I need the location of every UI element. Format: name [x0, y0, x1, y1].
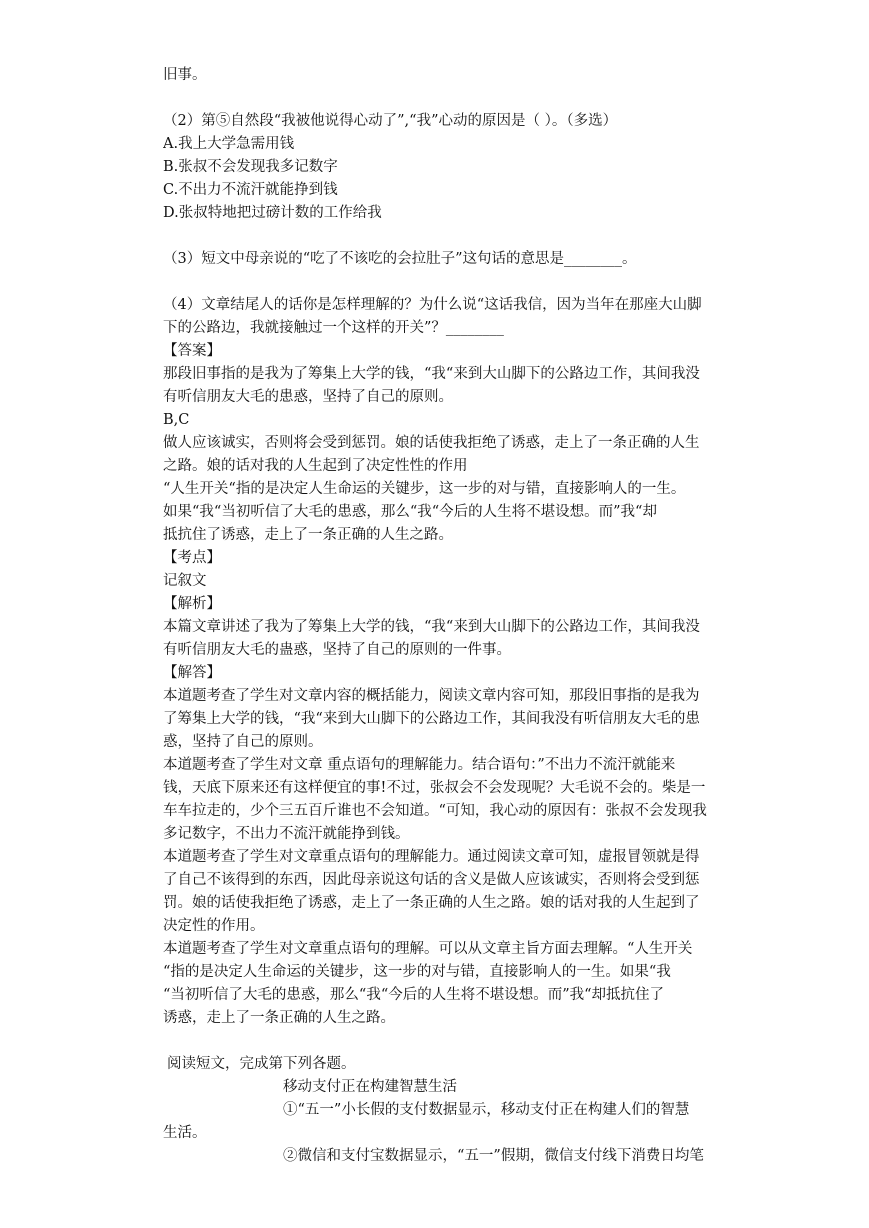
jieda-line: “指的是决定人生命运的关键步，这一步的对与错，直接影响人的一生。如果“我 — [163, 964, 671, 980]
reading-instruction: 阅读短文，完成第下列各题。 — [167, 1056, 356, 1072]
question-4-stem-cont: 下的公路边，我就接触过一个这样的开关”？________ — [163, 320, 504, 336]
answer-line: 如果“我“当初听信了大毛的患惑，那么“我“今后的人生将不堪设想。而”我“却 — [163, 504, 657, 520]
text-line: 旧事。 — [163, 67, 207, 83]
answer-line: 做人应该诚实，否则将会受到惩罚。娘的话使我拒绝了诱惑，走上了一条正确的人生 — [163, 435, 700, 451]
jieda-line: 诱惑，走上了一条正确的人生之路。 — [163, 1010, 395, 1026]
kaodian-text: 记叙文 — [163, 573, 207, 589]
jieda-line: 钱，天底下原来还有这样便宜的事!不过，张叔会不会发现呢？大毛说不会的。柴是一 — [163, 780, 706, 796]
jieda-line: 车车拉走的，少个三五百斤谁也不会知道。“可知，我心动的原因有：张叔不会发现我 — [163, 803, 707, 819]
question-4-stem: （4）文章结尾人的话你是怎样理解的？为什么说“这话我信，因为当年在那座大山脚 — [163, 297, 702, 313]
question-3-stem: （3）短文中母亲说的“吃了不该吃的会拉肚子”这句话的意思是________。 — [163, 251, 637, 267]
article-paragraph-2: ②微信和支付宝数据显示，“五一”假期，微信支付线下消费日均笔 — [283, 1148, 704, 1164]
article-title: 移动支付正在构建智慧生活 — [283, 1079, 457, 1095]
answer-line: 之路。娘的话对我的人生起到了决定性性的作用 — [163, 458, 468, 474]
question-2-stem: （2）第⑤自然段“我被他说得心动了”,“我”心动的原因是（ ）。（多选） — [163, 113, 618, 129]
jiexi-line: 有听信朋友大毛的蛊惑，坚持了自己的原则的一件事。 — [163, 642, 511, 658]
jieda-line: 决定性的作用。 — [163, 918, 265, 934]
article-paragraph-1: ①“五一”小长假的支付数据显示，移动支付正在构建人们的智慧 — [283, 1102, 690, 1118]
option-b: B.张叔不会发现我多记数字 — [163, 159, 338, 175]
jieda-line: “当初听信了大毛的患惑，那么“我“今后的人生将不堪设想。而”我“却抵抗住了 — [163, 987, 665, 1003]
option-c: C.不出力不流汗就能挣到钱 — [163, 182, 338, 198]
jieda-line: 本道题考查了学生对文章重点语句的理解。可以从文章主旨方面去理解。“人生开关 — [163, 941, 693, 957]
jieda-heading: 【解答】 — [163, 665, 221, 681]
option-a: A.我上大学急需用钱 — [163, 136, 295, 152]
jieda-line: 了自己不该得到的东西，因此母亲说这句话的含义是做人应该诚实，否则将会受到惩 — [163, 872, 700, 888]
option-d: D.张叔特地把过磅计数的工作给我 — [163, 205, 382, 221]
jieda-line: 多记数字，不出力不流汗就能挣到钱。 — [163, 826, 410, 842]
jieda-line: 罚。娘的话使我拒绝了诱惑，走上了一条正确的人生之路。娘的话对我的人生起到了 — [163, 895, 700, 911]
jieda-line: 惑，坚持了自己的原则。 — [163, 734, 323, 750]
answer-line: 那段旧事指的是我为了筹集上大学的钱，“我“来到大山脚下的公路边工作，其间我没 — [163, 366, 700, 382]
jieda-line: 本道题考查了学生对文章内容的概括能力，阅读文章内容可知，那段旧事指的是我为 — [163, 688, 700, 704]
jiexi-line: 本篇文章讲述了我为了筹集上大学的钱，“我“来到大山脚下的公路边工作，其间我没 — [163, 619, 700, 635]
answer-line: 有听信朋友大毛的患惑，坚持了自己的原则。 — [163, 389, 453, 405]
jieda-line: 本道题考查了学生对文章 重点语句的理解能力。结合语句：”不出力不流汗就能来 — [163, 757, 676, 773]
answer-heading: 【答案】 — [163, 343, 221, 359]
jieda-line: 了筹集上大学的钱，“我“来到大山脚下的公路边工作，其间我没有听信朋友大毛的患 — [163, 711, 700, 727]
jiexi-heading: 【解析】 — [163, 596, 221, 612]
answer-line: 抵抗住了诱惑，走上了一条正确的人生之路。 — [163, 527, 453, 543]
answer-line: B,C — [163, 412, 190, 428]
jieda-line: 本道题考查了学生对文章重点语句的理解能力。通过阅读文章可知，虚报冒领就是得 — [163, 849, 700, 865]
article-paragraph-1-cont: 生活。 — [163, 1125, 207, 1141]
document-page — [163, 64, 743, 1168]
answer-line: “人生开关“指的是决定人生命运的关键步，这一步的对与错，直接影响人的一生。 — [163, 481, 686, 497]
kaodian-heading: 【考点】 — [163, 550, 221, 566]
